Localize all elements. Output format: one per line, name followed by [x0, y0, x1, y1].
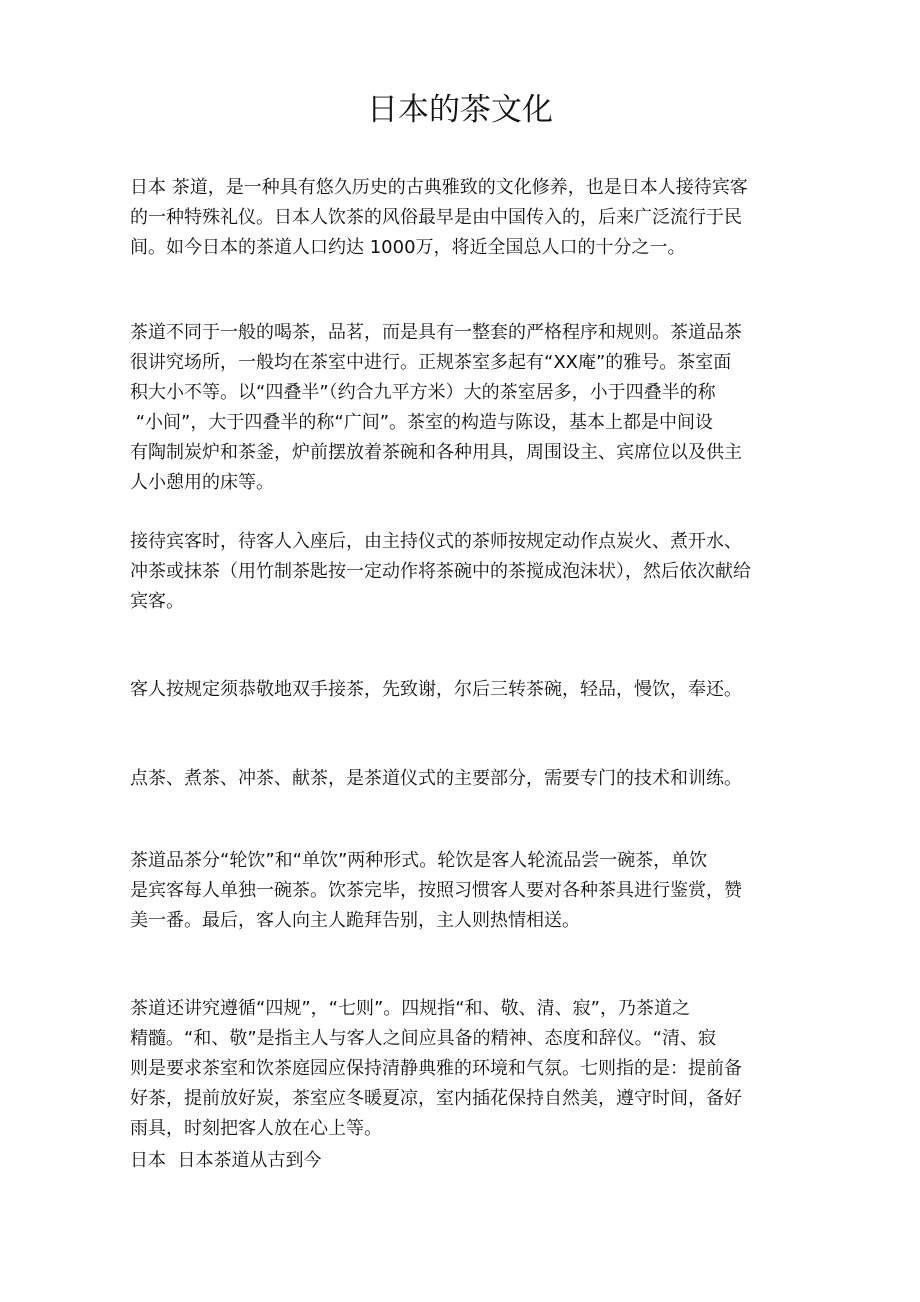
text-line: 客人按规定须恭敬地双手接茶，先致谢，尔后三转茶碗，轻品，慢饮，奉还。	[130, 679, 742, 700]
text-line: “小间”，大于四叠半的称“广间”。茶室的构造与陈设，基本上都是中间设	[130, 412, 714, 433]
text-line: 茶道品茶分“轮饮”和“单饮”两种形式。轮饮是客人轮流品尝一碗茶，单饮	[130, 850, 708, 871]
text-line: 接待宾客时，待客人入座后，由主持仪式的茶师按规定动作点炭火、煮开水、	[130, 531, 742, 552]
text-line: 积大小不等。以“四叠半”（约合九平方米）大的茶室居多，小于四叠半的称	[130, 382, 716, 403]
text-line: 日本 日本茶道从古到今	[130, 1150, 322, 1171]
text-line: 则是要求茶室和饮茶庭园应保持清静典雅的环境和气氛。七则指的是：提前备	[130, 1058, 742, 1079]
paragraph-intro	[130, 173, 790, 263]
paragraph-reception	[130, 527, 790, 617]
text-line: 雨具，时刻把客人放在心上等。	[130, 1118, 382, 1139]
text-line: 好茶，提前放好炭，茶室应冬暖夏凉，室内插花保持自然美，遵守时间，备好	[130, 1088, 742, 1109]
document-title: 日本的茶文化	[367, 92, 553, 128]
text-line: 冲茶或抹茶（用竹制茶匙按一定动作将茶碗中的茶搅成泡沫状），然后依次献给	[130, 561, 751, 582]
text-line: 点茶、煮茶、冲茶、献茶，是茶道仪式的主要部分，需要专门的技术和训练。	[130, 768, 742, 789]
text-line: 是宾客每人单独一碗茶。饮茶完毕，按照习惯客人要对各种茶具进行鉴赏，赞	[130, 880, 742, 901]
footer-heading	[130, 1146, 790, 1176]
text-line: 美一番。最后，客人向主人跪拜告别，主人则热情相送。	[130, 910, 580, 931]
text-line: 间。如今日本的茶道人口约达 1000万，将近全国总人口的十分之一。	[130, 237, 686, 258]
text-line: 的一种特殊礼仪。日本人饮茶的风俗最早是由中国传入的，后来广泛流行于民	[130, 207, 742, 228]
paragraph-ceremony-parts	[130, 764, 790, 794]
text-line: 很讲究场所，一般均在茶室中进行。正规茶室多起有“XX庵”的雅号。茶室面	[130, 352, 732, 373]
paragraph-guest-etiquette	[130, 675, 790, 705]
text-line: 宾客。	[130, 591, 184, 612]
text-line: 日本 茶道，是一种具有悠久历史的古典雅致的文化修养，也是日本人接待宾客	[130, 177, 748, 198]
text-line: 人小憩用的床等。	[130, 472, 274, 493]
text-line: 茶道不同于一般的喝茶，品茗，而是具有一整套的严格程序和规则。茶道品茶	[130, 322, 742, 343]
text-line: 精髓。“和、敬”是指主人与客人之间应具备的精神、态度和辞仪。“清、寂	[130, 1028, 716, 1049]
paragraph-tea-room	[130, 318, 790, 498]
text-line: 有陶制炭炉和茶釜，炉前摆放着茶碗和各种用具，周围设主、宾席位以及供主	[130, 442, 742, 463]
paragraph-drinking-forms	[130, 846, 790, 936]
paragraph-rules	[130, 994, 790, 1144]
text-line: 茶道还讲究遵循“四规”，“七则”。四规指“和、敬、清、寂”，乃茶道之	[130, 998, 690, 1019]
